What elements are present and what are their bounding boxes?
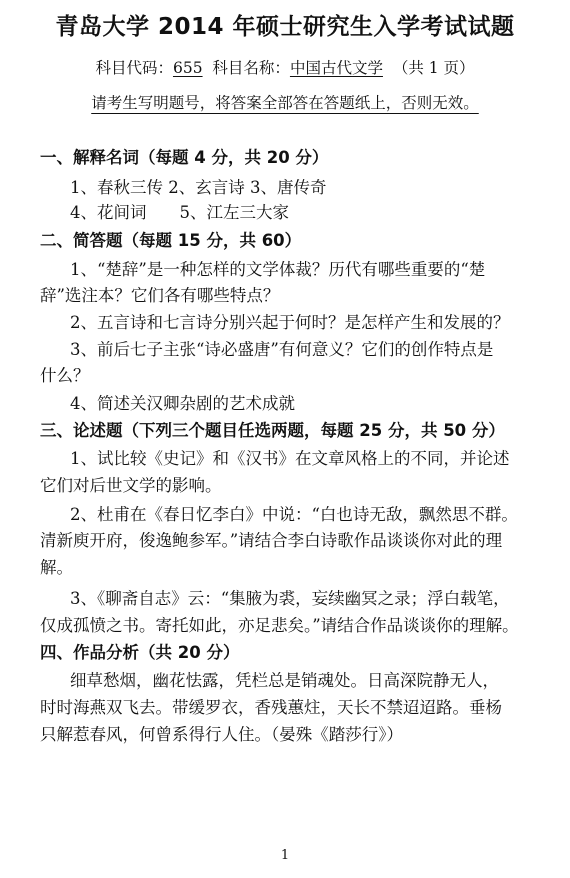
section-1-line-1: 1、春秋三传 2、玄言诗 3、唐传奇 (70, 178, 327, 197)
section-1-line-2: 4、花间词 5、江左三大家 (70, 203, 289, 222)
section-4-heading: 四、作品分析（共 20 分） (40, 643, 240, 662)
section-2-heading: 二、简答题（每题 15 分，共 60） (40, 231, 302, 250)
pages-note: （共 1 页） (392, 59, 475, 77)
subject-name-value: 中国古代文学 (289, 59, 383, 77)
section-2-q3-line-1: 3、前后七子主张“诗必盛唐”有何意义？它们的创作特点是 (70, 340, 494, 359)
section-3-q3-line-1: 3、《聊斋自志》云：“集腋为裘，妄续幽冥之录；浮白载笔， (70, 589, 510, 608)
section-2-q1-line-2: 辞”选注本？它们各有哪些特点？ (40, 286, 280, 305)
page-number: 1 (280, 848, 290, 863)
section-2-q2: 2、五言诗和七言诗分别兴起于何时？是怎样产生和发展的？ (70, 313, 510, 332)
section-3-q3-line-2: 仅成孤愤之书。寄托如此，亦足悲矣。”请结合作品谈谈你的理解。 (40, 616, 519, 635)
answer-notice: 请考生写明题号，将答案全部答在答题纸上，否则无效。 (91, 94, 479, 112)
section-2-q3-line-2: 什么？ (40, 366, 90, 385)
section-2-q1-line-1: 1、“楚辞”是一种怎样的文学体裁？历代有哪些重要的“楚 (70, 260, 486, 279)
section-3-q1-line-1: 1、试比较《史记》和《汉书》在文章风格上的不同，并论述 (70, 449, 510, 468)
subject-code-label: 科目代码： (95, 59, 173, 77)
subject-info (0, 56, 570, 78)
exam-title: 青岛大学 2014 年硕士研究生入学考试试题 (55, 14, 515, 40)
section-3-q2-line-2: 清新庾开府，俊逸鲍参军。”请结合李白诗歌作品谈谈你对此的理 (40, 531, 503, 550)
section-3-q2-line-3: 解。 (40, 558, 73, 577)
subject-name-label: 科目名称： (212, 59, 290, 77)
section-2-q4: 4、简述关汉卿杂剧的艺术成就 (70, 394, 295, 413)
section-1-heading: 一、解释名词（每题 4 分，共 20 分） (40, 148, 329, 167)
poem-line-3: 只解惹春风，何曾系得行人住。（晏殊《踏莎行》） (40, 725, 403, 744)
answer-notice-wrap (0, 91, 570, 113)
poem-line-1: 细草愁烟，幽花怯露，凭栏总是销魂处。日高深院静无人， (70, 671, 499, 690)
subject-code-value: 655 (172, 59, 203, 77)
section-3-q1-line-2: 它们对后世文学的影响。 (40, 476, 222, 495)
section-3-heading: 三、论述题（下列三个题目任选两题，每题 25 分，共 50 分） (40, 421, 505, 440)
poem-line-2: 时时海燕双飞去。带缓罗衣，香残蕙炷，天长不禁迢迢路。垂杨 (40, 698, 502, 717)
section-3-q2-line-1: 2、杜甫在《春日忆李白》中说：“白也诗无敌，飘然思不群。 (70, 505, 518, 524)
